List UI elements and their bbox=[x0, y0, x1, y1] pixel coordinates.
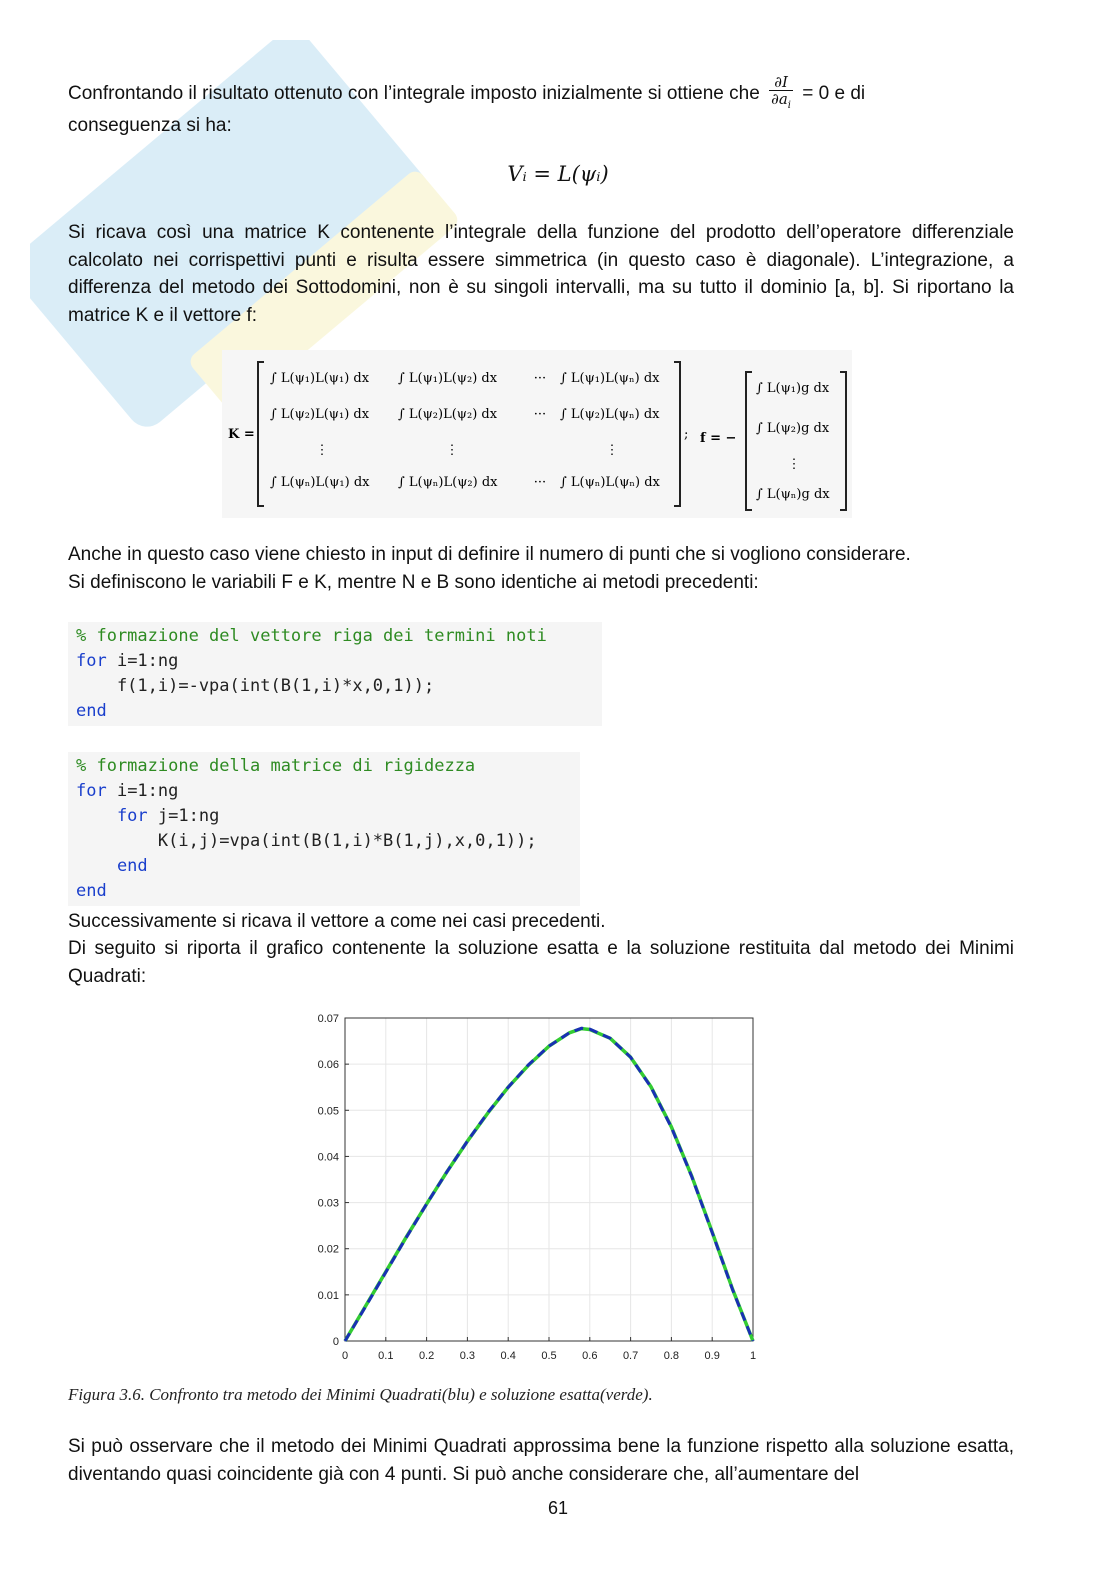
matrix-k-cell: ∫ L(ψ₂)L(ψ₂) dx bbox=[398, 407, 498, 422]
paragraph-1: Confrontando il risultato ottenuto con l’integrale imposto inizialmente si ottiene che $\frac{\partial I}{\partial a_i}$ = 0 e di bbox=[68, 74, 1014, 114]
partial-fraction: $\frac{\partial I}{\partial a_i}$ bbox=[771, 73, 791, 111]
y-tick-label: 0.04 bbox=[317, 1151, 339, 1164]
x-tick-label: 0.7 bbox=[622, 1350, 639, 1362]
y-tick-label: 0.02 bbox=[317, 1243, 339, 1256]
x-tick-label: 0.8 bbox=[663, 1350, 680, 1362]
matrix-separator: ; bbox=[684, 427, 689, 442]
code-block-2: % formazione della matrice di rigidezza for i=1:ng for j=1:ng K(i,j)=vpa(int(B(1,i)*B(1,j),x,0,1)); end end bbox=[68, 752, 580, 906]
paragraph-2: Si ricava così una matrice K contenente l’integrale della funzione del prodotto dell’operatore differenziale calcolato nei corrispettivi punti e risulta essere simmetrica (in questo caso è diagonale). L’integrazione, a differenza del metodo dei Sottodomini, non è su singoli intervalli, ma su tutto il dominio [a, b]. Si riportano la matrice K e il vettore f: bbox=[68, 222, 1014, 326]
vector-f-cell: ∫ L(ψₙ)g dx bbox=[756, 487, 830, 502]
matrix-k-label: K = bbox=[228, 427, 255, 442]
matrix-k-cell: ⋮ bbox=[605, 443, 619, 458]
paragraph-7: Si può osservare che il metodo dei Minimi Quadrati approssima bene la funzione rispetto alla soluzione esatta, diventando quasi coincidente già con 4 punti. Si può anche considerare che, all’aumentare del bbox=[68, 1436, 1014, 1485]
code-comment: % formazione del vettore riga dei termini noti bbox=[76, 626, 547, 646]
paragraph-6: Di seguito si riporta il grafico contenente la soluzione esatta e la soluzione restituita dal metodo dei Minimi Quadrati: bbox=[68, 938, 1014, 987]
matrix-k-cell: ∫ L(ψ₁)L(ψₙ) dx bbox=[560, 371, 660, 386]
y-tick-label: 0.07 bbox=[317, 1013, 339, 1025]
x-tick-label: 0.9 bbox=[704, 1350, 720, 1362]
vector-f-label: f = − bbox=[700, 431, 737, 446]
paragraph-4: Si definiscono le variabili F e K, mentre N e B sono identiche ai metodi precedenti: bbox=[68, 572, 759, 593]
code-comment: % formazione della matrice di rigidezza bbox=[76, 756, 476, 776]
paragraph-5: Successivamente si ricava il vettore a come nei casi precedenti. bbox=[68, 911, 606, 932]
matrix-k-cell: ∫ L(ψₙ)L(ψ₁) dx bbox=[270, 475, 370, 490]
matrix-k-cell: ⋮ bbox=[445, 443, 459, 458]
y-tick-label: 0.06 bbox=[317, 1059, 339, 1072]
x-tick-label: 0.2 bbox=[418, 1350, 435, 1362]
vector-f-cell: ∫ L(ψ₂)g dx bbox=[756, 421, 830, 436]
equation-v: Vᵢ = L(ψᵢ) bbox=[507, 162, 609, 186]
x-tick-label: 1 bbox=[749, 1350, 757, 1362]
vector-f-cell: ⋮ bbox=[787, 457, 801, 472]
matrix-k-cell: ⋮ bbox=[315, 443, 329, 458]
y-tick-label: 0.01 bbox=[317, 1289, 339, 1302]
matrix-k-cell: ∫ L(ψ₁)L(ψ₂) dx bbox=[398, 371, 498, 386]
matrix-k-cell: ∫ L(ψ₂)L(ψₙ) dx bbox=[560, 407, 660, 422]
x-tick-label: 0 bbox=[341, 1350, 349, 1362]
x-tick-label: 0.3 bbox=[459, 1350, 476, 1362]
vector-f-cell: ∫ L(ψ₁)g dx bbox=[756, 381, 830, 396]
y-tick-label: 0.03 bbox=[317, 1197, 339, 1210]
matrix-svg bbox=[222, 350, 852, 518]
y-tick-label: 0.05 bbox=[317, 1105, 339, 1118]
matrix-k-cell: ··· bbox=[533, 475, 547, 490]
matrix-k-cell: ∫ L(ψ₁)L(ψ₁) dx bbox=[270, 371, 370, 386]
x-tick-label: 0.1 bbox=[378, 1350, 394, 1362]
paragraph-3: Anche in questo caso viene chiesto in input di definire il numero di punti che si vogliono considerare. bbox=[68, 544, 911, 565]
matrix-k-cell: ∫ L(ψₙ)L(ψ₂) dx bbox=[398, 475, 498, 490]
matrix-figure bbox=[222, 350, 852, 518]
code-block-1: % formazione del vettore riga dei termini noti for i=1:ng f(1,i)=-vpa(int(B(1,i)*x,0,1)); end bbox=[68, 622, 602, 726]
figure-caption: Figura 3.6. Confronto tra metodo dei Minimi Quadrati(blu) e soluzione esatta(verde). bbox=[68, 1385, 653, 1404]
paragraph-1-cont: conseguenza si ha: bbox=[68, 115, 232, 136]
line-chart bbox=[300, 1005, 770, 1375]
x-tick-label: 0.6 bbox=[582, 1350, 598, 1362]
y-tick-label: 0 bbox=[332, 1336, 339, 1348]
x-tick-label: 0.4 bbox=[500, 1350, 516, 1362]
matrix-k-cell: ··· bbox=[533, 371, 547, 386]
x-tick-label: 0.5 bbox=[541, 1350, 557, 1362]
page-number: 61 bbox=[547, 1498, 569, 1518]
matrix-k-cell: ··· bbox=[533, 407, 547, 422]
matrix-k-cell: ∫ L(ψ₂)L(ψ₁) dx bbox=[270, 407, 370, 422]
matrix-k-cell: ∫ L(ψₙ)L(ψₙ) dx bbox=[560, 475, 660, 490]
